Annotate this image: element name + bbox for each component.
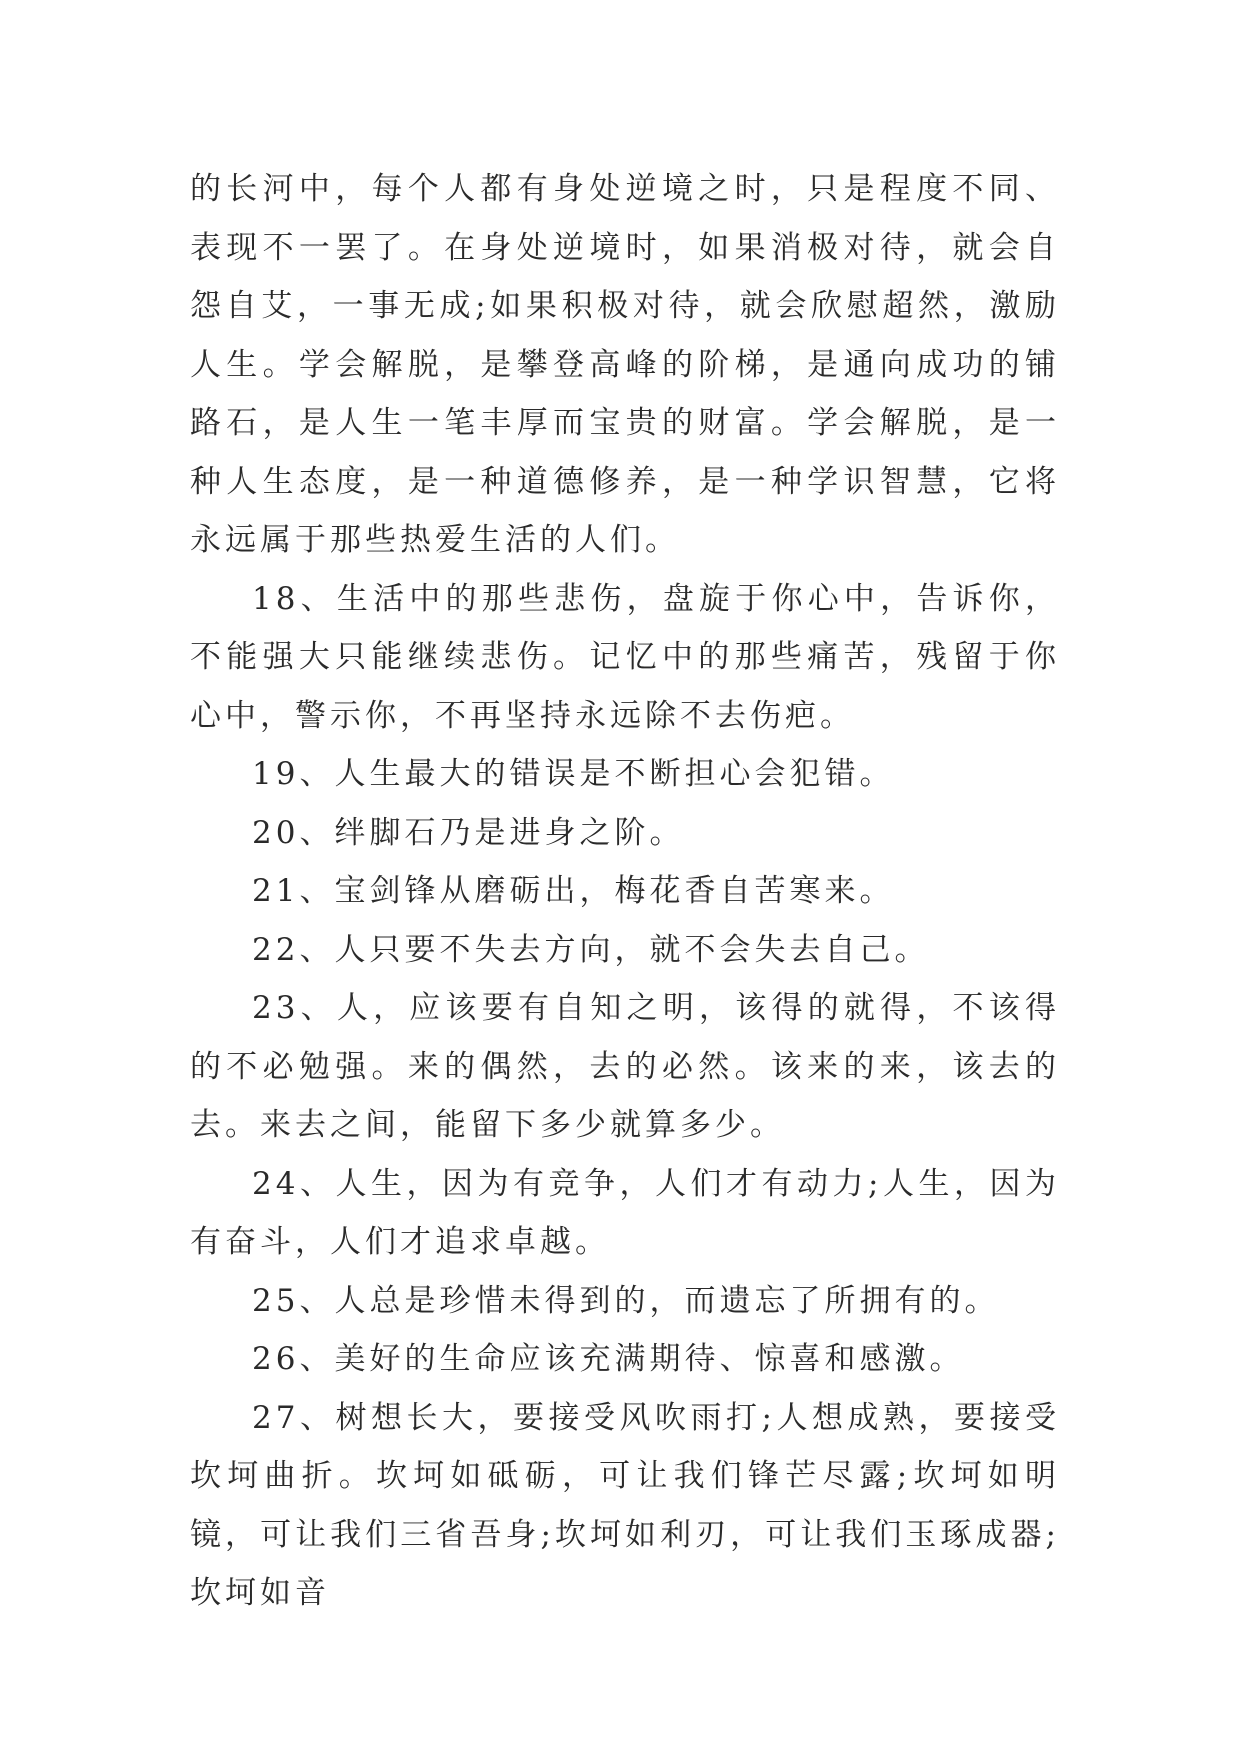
paragraph-item-19: 19、人生最大的错误是不断担心会犯错。	[252, 756, 895, 792]
paragraph-item-21: 21、宝剑锋从磨砺出，梅花香自苦寒来。	[252, 873, 895, 909]
paragraph-item-25: 25、人总是珍惜未得到的，而遗忘了所拥有的。	[252, 1282, 1000, 1319]
paragraph-intro-continued: 的长河中，每个人都有身处逆境之时，只是程度不同、表现不一罢了。在身处逆境时，如果消极对待，就会自怨自艾，一事无成;如果积极对待，就会欣慰超然，激励人生。学会解脱，是攀登高峰的阶梯，是通向成功的铺路石，是人生一笔丰厚而宝贵的财富。学会解脱，是一种人生态度，是一种道德修养，是一种学识智慧，它将永远属于那些热爱生活的人们。	[190, 171, 1060, 558]
paragraph-item-27: 27、树想长大，要接受风吹雨打;人想成熟，要接受坎坷曲折。坎坷如砥砺，可让我们锋芒尽露;坎坷如明镜，可让我们三省吾身;坎坷如利刃，可让我们玉琢成器;坎坷如音	[190, 1399, 1060, 1611]
paragraph-item-18: 18、生活中的那些悲伤，盘旋于你心中，告诉你，不能强大只能继续悲伤。记忆中的那些痛苦，残留于你心中，警示你，不再坚持永远除不去伤疤。	[190, 580, 1060, 734]
paragraph-item-22: 22、人只要不失去方向，就不会失去自己。	[252, 931, 930, 968]
paragraph-item-20: 20、绊脚石乃是进身之阶。	[252, 814, 685, 851]
paragraph-item-23: 23、人，应该要有自知之明，该得的就得，不该得的不必勉强。来的偶然，去的必然。该来的来，该去的去。来去之间，能留下多少就算多少。	[190, 990, 1060, 1143]
paragraph-item-26: 26、美好的生命应该充满期待、惊喜和感激。	[252, 1341, 965, 1377]
paragraph-item-24: 24、人生，因为有竞争，人们才有动力;人生，因为有奋斗，人们才追求卓越。	[190, 1165, 1060, 1260]
document-body	[190, 160, 1060, 1623]
